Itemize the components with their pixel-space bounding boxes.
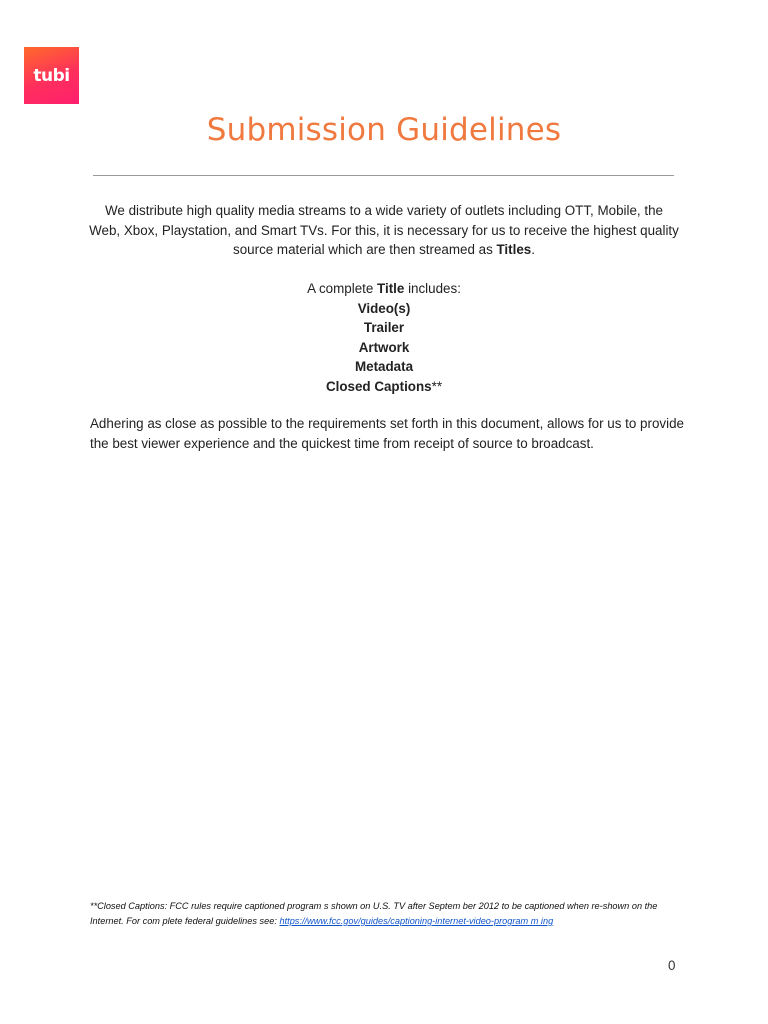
closed-captions-suffix: **	[431, 378, 443, 394]
includes-list	[0, 279, 768, 396]
include-item-closed-captions: Closed Captions	[325, 378, 432, 394]
include-item-trailer: Trailer	[363, 320, 405, 335]
include-item-closed-captions-row	[0, 377, 768, 397]
include-item-artwork: Artwork	[358, 339, 410, 355]
includes-lead	[0, 279, 768, 299]
title-divider	[93, 175, 674, 176]
include-item-video: Video(s)	[357, 300, 411, 316]
footnote	[90, 899, 686, 929]
includes-lead-bold: Title	[377, 281, 405, 296]
intro-text: We distribute high quality media streams to a wide variety of outlets including OTT, Mobile, the Web, Xbox, Playstation, and Smart TVs. For this, it is necessary for us to receive the highest quality source material which are then streamed as	[89, 203, 679, 257]
page-title: Submission Guidelines	[206, 112, 562, 148]
intro-paragraph	[88, 201, 680, 260]
intro-bold-titles: Titles	[496, 242, 532, 257]
intro-end: .	[531, 242, 535, 257]
logo-text: tubi	[33, 65, 70, 86]
fcc-guidelines-link[interactable]: https://www.fcc.gov/guides/captioning-internet-video-program m ing	[279, 916, 554, 926]
tubi-logo	[24, 47, 79, 104]
adhere-paragraph: Adhering as close as possible to the requirements set forth in this document, allows for us to provide the best viewer experience and the quickest time from receipt of source to broadcast.	[90, 416, 684, 451]
footnote-text: **Closed Captions: FCC rules require captioned program s shown on U.S. TV after Septem ber 2012 to be captioned when re-shown on the Internet. For com plete federal guidelines see:	[90, 901, 658, 926]
includes-lead-before: A complete	[307, 281, 378, 296]
page-number: 0	[668, 958, 676, 973]
include-item-metadata: Metadata	[354, 359, 414, 374]
includes-lead-after: includes:	[404, 281, 461, 296]
